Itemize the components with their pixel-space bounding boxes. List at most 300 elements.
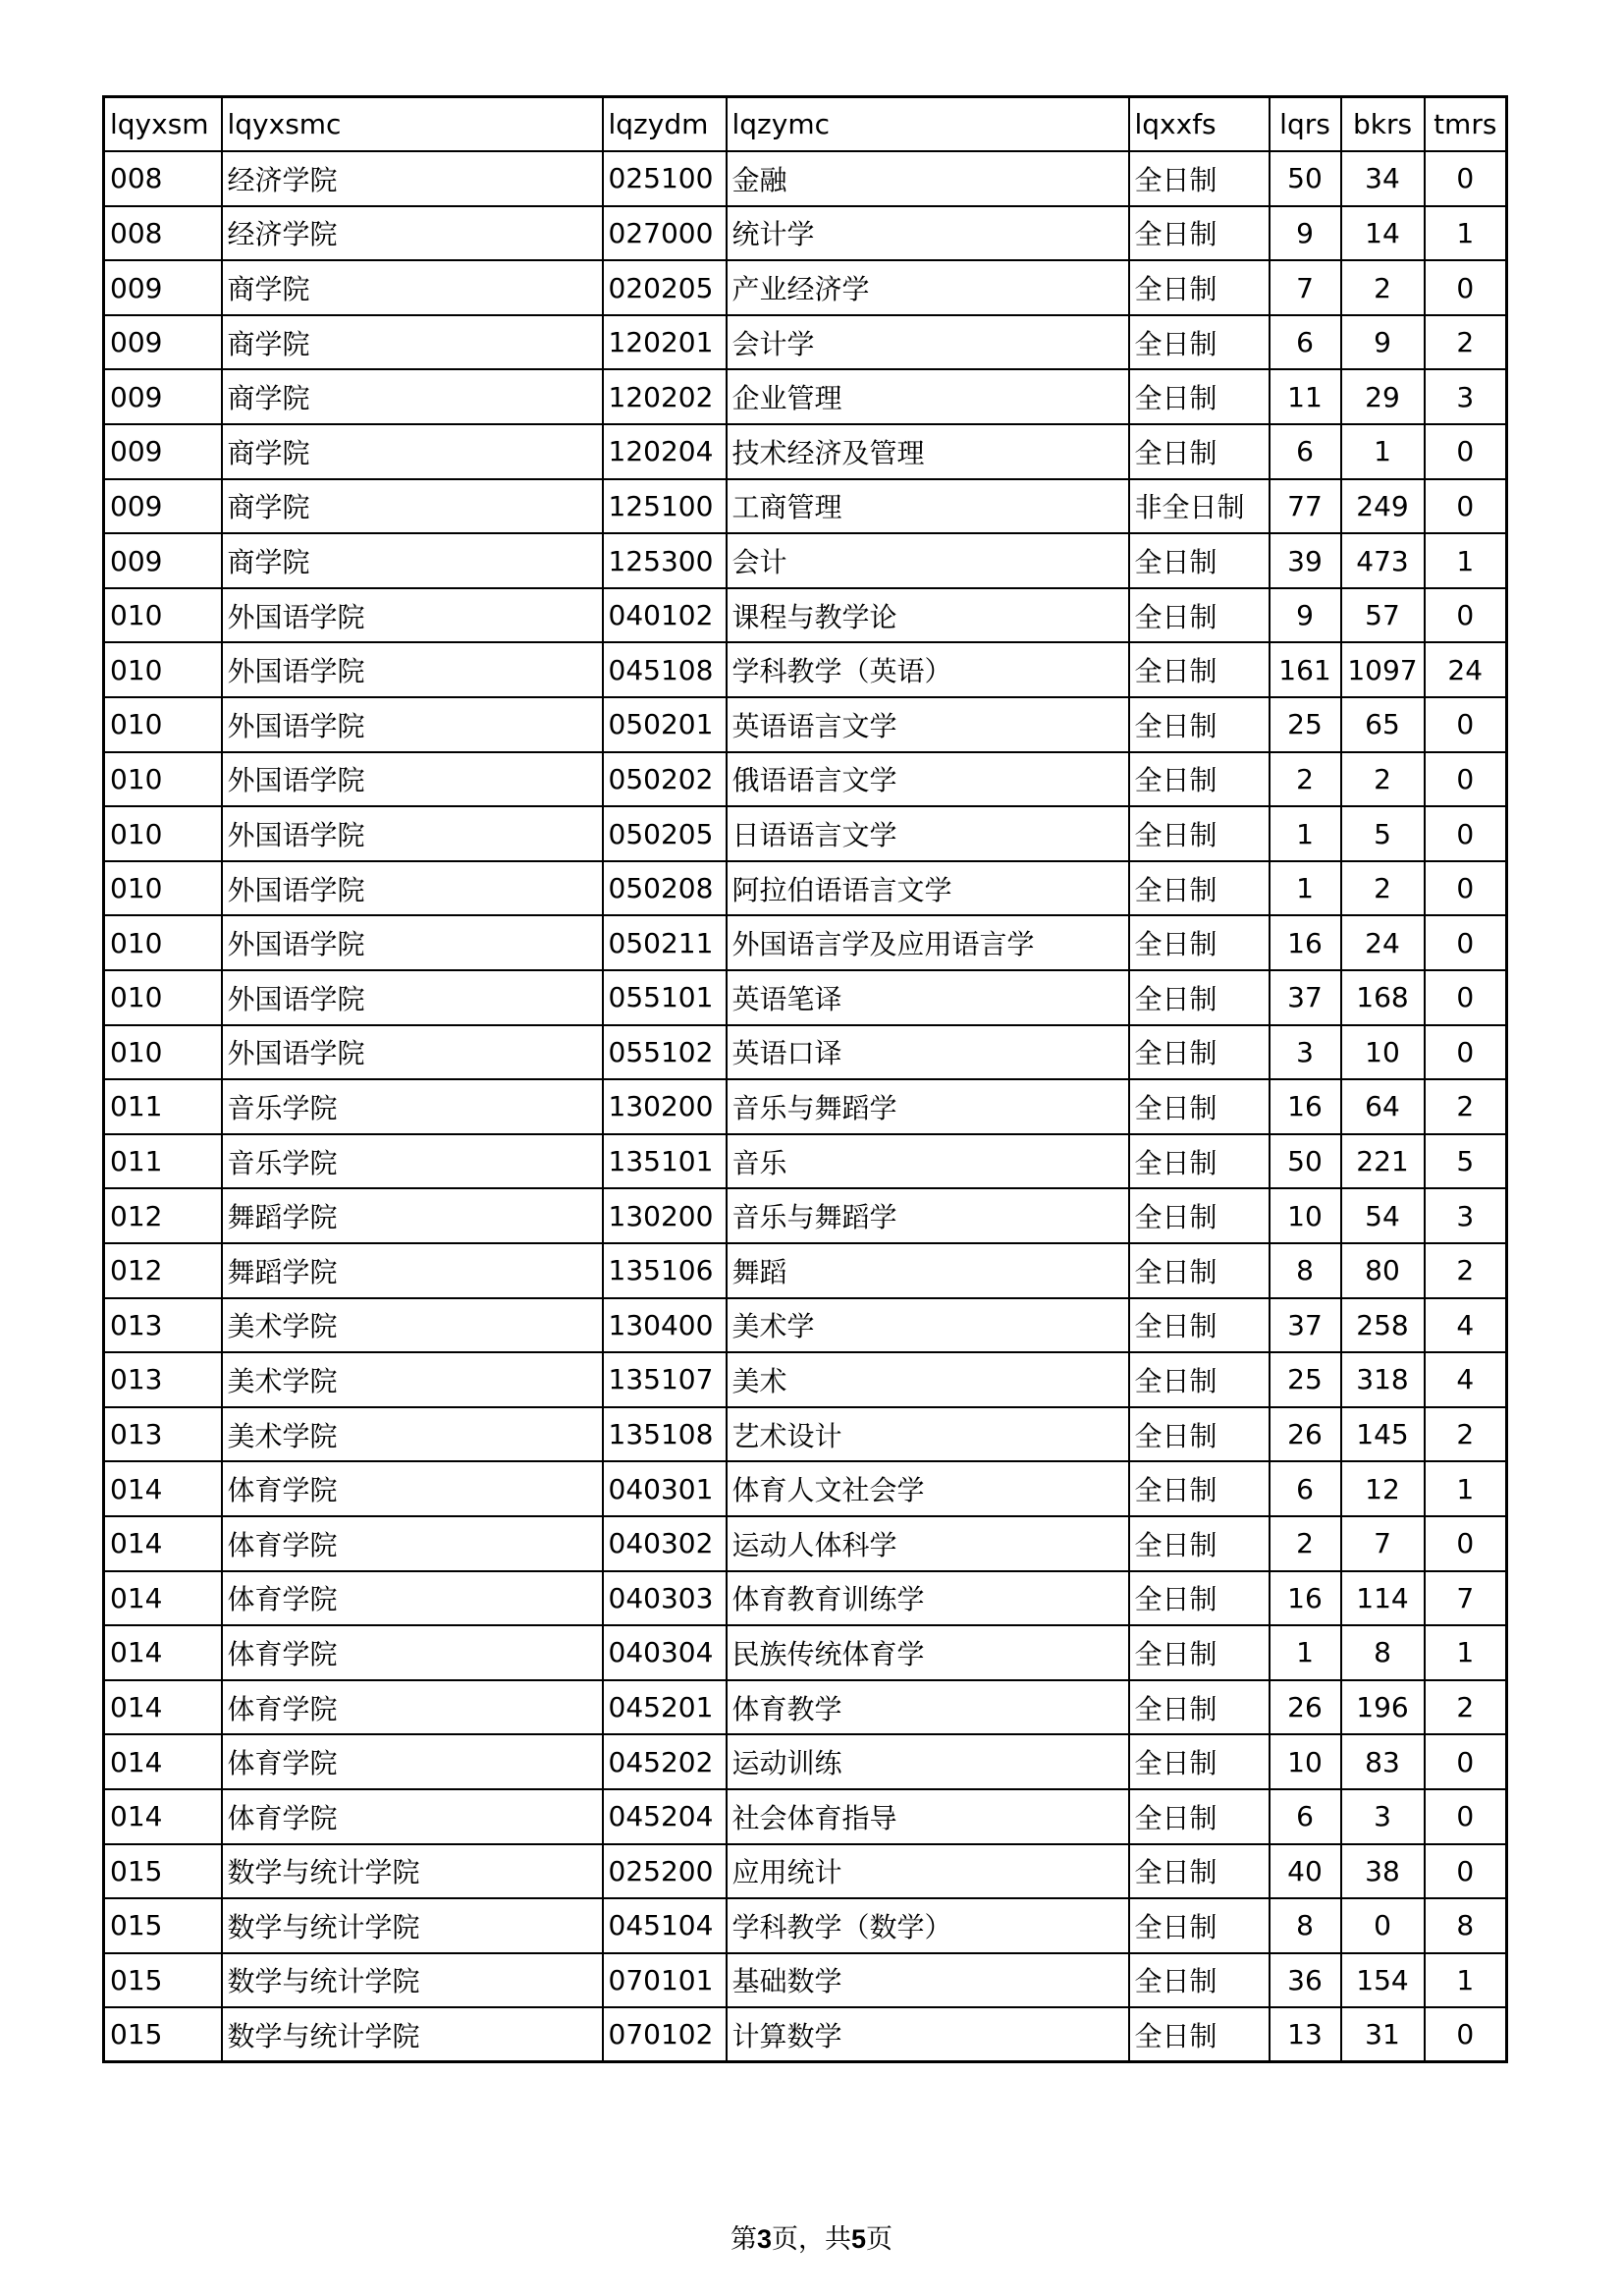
cell-lqzydm: 020205 bbox=[603, 260, 727, 315]
cell-lqzymc: 外国语言学及应用语言学 bbox=[727, 915, 1129, 970]
cell-lqrs: 6 bbox=[1270, 424, 1341, 479]
table-row bbox=[104, 1298, 1507, 1353]
cell-lqrs: 9 bbox=[1270, 206, 1341, 261]
cell-lqzymc: 学科教学（数学） bbox=[727, 1898, 1129, 1953]
cell-tmrs: 0 bbox=[1425, 424, 1507, 479]
table-row bbox=[104, 970, 1507, 1025]
cell-lqzymc: 学科教学（英语） bbox=[727, 642, 1129, 697]
cell-lqzydm: 070102 bbox=[603, 2007, 727, 2062]
cell-lqrs: 7 bbox=[1270, 260, 1341, 315]
table-row bbox=[104, 1789, 1507, 1844]
cell-tmrs: 0 bbox=[1425, 1734, 1507, 1789]
table-row bbox=[104, 315, 1507, 370]
cell-lqzydm: 050205 bbox=[603, 806, 727, 861]
cell-lqzymc: 应用统计 bbox=[727, 1844, 1129, 1899]
cell-lqrs: 10 bbox=[1270, 1188, 1341, 1243]
cell-lqyxsmc: 音乐学院 bbox=[222, 1079, 603, 1134]
table-row bbox=[104, 1625, 1507, 1680]
cell-lqzymc: 音乐与舞蹈学 bbox=[727, 1079, 1129, 1134]
cell-lqyxsmc: 商学院 bbox=[222, 369, 603, 424]
cell-lqrs: 6 bbox=[1270, 1789, 1341, 1844]
cell-tmrs: 0 bbox=[1425, 479, 1507, 534]
cell-lqzymc: 英语笔译 bbox=[727, 970, 1129, 1025]
cell-lqzymc: 美术学 bbox=[727, 1298, 1129, 1353]
cell-lqxxfs: 全日制 bbox=[1129, 2007, 1270, 2062]
cell-lqrs: 37 bbox=[1270, 970, 1341, 1025]
cell-lqyxsmc: 体育学院 bbox=[222, 1571, 603, 1626]
cell-lqzymc: 美术 bbox=[727, 1352, 1129, 1407]
cell-lqyxsm: 009 bbox=[104, 315, 222, 370]
cell-bkrs: 10 bbox=[1341, 1025, 1425, 1080]
cell-bkrs: 154 bbox=[1341, 1953, 1425, 2008]
cell-lqrs: 50 bbox=[1270, 151, 1341, 206]
cell-lqzydm: 130400 bbox=[603, 1298, 727, 1353]
cell-lqxxfs: 全日制 bbox=[1129, 642, 1270, 697]
cell-lqyxsmc: 外国语学院 bbox=[222, 861, 603, 916]
cell-lqyxsm: 012 bbox=[104, 1243, 222, 1298]
cell-lqzydm: 040302 bbox=[603, 1516, 727, 1571]
cell-lqrs: 1 bbox=[1270, 1625, 1341, 1680]
cell-lqyxsm: 013 bbox=[104, 1407, 222, 1462]
table-header-row bbox=[104, 97, 1507, 152]
cell-lqrs: 39 bbox=[1270, 533, 1341, 588]
cell-bkrs: 12 bbox=[1341, 1461, 1425, 1516]
cell-lqxxfs: 全日制 bbox=[1129, 1844, 1270, 1899]
table-row bbox=[104, 2007, 1507, 2062]
cell-lqyxsmc: 商学院 bbox=[222, 533, 603, 588]
table-row bbox=[104, 533, 1507, 588]
cell-tmrs: 0 bbox=[1425, 970, 1507, 1025]
cell-lqyxsm: 009 bbox=[104, 479, 222, 534]
cell-lqrs: 16 bbox=[1270, 1079, 1341, 1134]
cell-lqyxsmc: 美术学院 bbox=[222, 1407, 603, 1462]
cell-tmrs: 4 bbox=[1425, 1298, 1507, 1353]
cell-lqzydm: 135107 bbox=[603, 1352, 727, 1407]
cell-lqyxsm: 014 bbox=[104, 1516, 222, 1571]
cell-lqyxsm: 010 bbox=[104, 970, 222, 1025]
cell-lqyxsm: 014 bbox=[104, 1680, 222, 1735]
cell-lqyxsm: 010 bbox=[104, 1025, 222, 1080]
cell-lqrs: 16 bbox=[1270, 1571, 1341, 1626]
cell-bkrs: 2 bbox=[1341, 752, 1425, 807]
cell-lqzydm: 130200 bbox=[603, 1079, 727, 1134]
cell-lqyxsm: 011 bbox=[104, 1134, 222, 1189]
cell-bkrs: 8 bbox=[1341, 1625, 1425, 1680]
cell-lqyxsmc: 外国语学院 bbox=[222, 970, 603, 1025]
cell-bkrs: 318 bbox=[1341, 1352, 1425, 1407]
cell-lqzymc: 金融 bbox=[727, 151, 1129, 206]
cell-lqyxsmc: 外国语学院 bbox=[222, 806, 603, 861]
cell-lqrs: 40 bbox=[1270, 1844, 1341, 1899]
cell-lqyxsm: 010 bbox=[104, 915, 222, 970]
cell-lqyxsmc: 商学院 bbox=[222, 424, 603, 479]
cell-lqzydm: 045108 bbox=[603, 642, 727, 697]
cell-lqrs: 3 bbox=[1270, 1025, 1341, 1080]
cell-tmrs: 0 bbox=[1425, 752, 1507, 807]
cell-lqzymc: 技术经济及管理 bbox=[727, 424, 1129, 479]
cell-lqyxsmc: 体育学院 bbox=[222, 1461, 603, 1516]
cell-lqyxsmc: 数学与统计学院 bbox=[222, 1898, 603, 1953]
cell-lqxxfs: 全日制 bbox=[1129, 861, 1270, 916]
cell-lqxxfs: 全日制 bbox=[1129, 1188, 1270, 1243]
table-row bbox=[104, 915, 1507, 970]
col-header-lqyxsmc: lqyxsmc bbox=[222, 97, 603, 152]
table-row bbox=[104, 1407, 1507, 1462]
cell-lqyxsm: 010 bbox=[104, 642, 222, 697]
cell-lqyxsmc: 外国语学院 bbox=[222, 697, 603, 752]
cell-lqyxsm: 010 bbox=[104, 588, 222, 643]
footer-middle: 页，共 bbox=[772, 2224, 851, 2255]
cell-lqyxsm: 015 bbox=[104, 2007, 222, 2062]
cell-lqxxfs: 全日制 bbox=[1129, 1953, 1270, 2008]
cell-lqxxfs: 全日制 bbox=[1129, 1079, 1270, 1134]
cell-lqrs: 16 bbox=[1270, 915, 1341, 970]
cell-lqrs: 6 bbox=[1270, 315, 1341, 370]
table-row bbox=[104, 1844, 1507, 1899]
cell-lqrs: 2 bbox=[1270, 1516, 1341, 1571]
cell-lqzydm: 135108 bbox=[603, 1407, 727, 1462]
cell-lqzymc: 音乐与舞蹈学 bbox=[727, 1188, 1129, 1243]
col-header-lqrs: lqrs bbox=[1270, 97, 1341, 152]
cell-bkrs: 9 bbox=[1341, 315, 1425, 370]
table-row bbox=[104, 1079, 1507, 1134]
cell-tmrs: 4 bbox=[1425, 1352, 1507, 1407]
col-header-lqxxfs: lqxxfs bbox=[1129, 97, 1270, 152]
cell-lqyxsm: 014 bbox=[104, 1461, 222, 1516]
cell-lqxxfs: 全日制 bbox=[1129, 752, 1270, 807]
cell-lqrs: 1 bbox=[1270, 806, 1341, 861]
cell-lqrs: 9 bbox=[1270, 588, 1341, 643]
cell-bkrs: 114 bbox=[1341, 1571, 1425, 1626]
cell-bkrs: 145 bbox=[1341, 1407, 1425, 1462]
col-header-lqzymc: lqzymc bbox=[727, 97, 1129, 152]
cell-tmrs: 2 bbox=[1425, 315, 1507, 370]
cell-lqzydm: 040301 bbox=[603, 1461, 727, 1516]
cell-lqxxfs: 全日制 bbox=[1129, 260, 1270, 315]
cell-lqxxfs: 全日制 bbox=[1129, 1461, 1270, 1516]
cell-lqyxsmc: 体育学院 bbox=[222, 1516, 603, 1571]
cell-bkrs: 14 bbox=[1341, 206, 1425, 261]
cell-lqzymc: 体育教育训练学 bbox=[727, 1571, 1129, 1626]
cell-lqrs: 77 bbox=[1270, 479, 1341, 534]
cell-tmrs: 0 bbox=[1425, 1516, 1507, 1571]
table-row bbox=[104, 1516, 1507, 1571]
cell-lqzymc: 体育人文社会学 bbox=[727, 1461, 1129, 1516]
cell-lqzydm: 135101 bbox=[603, 1134, 727, 1189]
cell-lqxxfs: 全日制 bbox=[1129, 1243, 1270, 1298]
cell-bkrs: 34 bbox=[1341, 151, 1425, 206]
cell-bkrs: 2 bbox=[1341, 260, 1425, 315]
cell-tmrs: 3 bbox=[1425, 369, 1507, 424]
col-header-bkrs: bkrs bbox=[1341, 97, 1425, 152]
cell-tmrs: 0 bbox=[1425, 1789, 1507, 1844]
cell-tmrs: 0 bbox=[1425, 915, 1507, 970]
cell-lqzydm: 040102 bbox=[603, 588, 727, 643]
cell-lqyxsmc: 商学院 bbox=[222, 479, 603, 534]
cell-lqzydm: 125100 bbox=[603, 479, 727, 534]
cell-tmrs: 1 bbox=[1425, 1953, 1507, 2008]
cell-tmrs: 24 bbox=[1425, 642, 1507, 697]
cell-lqzydm: 050211 bbox=[603, 915, 727, 970]
cell-lqyxsmc: 经济学院 bbox=[222, 151, 603, 206]
cell-lqrs: 37 bbox=[1270, 1298, 1341, 1353]
cell-lqzydm: 027000 bbox=[603, 206, 727, 261]
cell-tmrs: 0 bbox=[1425, 1025, 1507, 1080]
cell-lqrs: 2 bbox=[1270, 752, 1341, 807]
footer-prefix: 第 bbox=[730, 2224, 757, 2255]
cell-lqzydm: 050202 bbox=[603, 752, 727, 807]
cell-lqyxsmc: 体育学院 bbox=[222, 1680, 603, 1735]
cell-tmrs: 2 bbox=[1425, 1407, 1507, 1462]
cell-lqzydm: 050201 bbox=[603, 697, 727, 752]
cell-lqxxfs: 全日制 bbox=[1129, 970, 1270, 1025]
cell-lqxxfs: 全日制 bbox=[1129, 1134, 1270, 1189]
cell-lqyxsm: 010 bbox=[104, 697, 222, 752]
table-row bbox=[104, 1025, 1507, 1080]
cell-lqzydm: 050208 bbox=[603, 861, 727, 916]
cell-lqyxsmc: 外国语学院 bbox=[222, 752, 603, 807]
table-row bbox=[104, 588, 1507, 643]
cell-lqyxsmc: 体育学院 bbox=[222, 1625, 603, 1680]
cell-lqyxsm: 011 bbox=[104, 1079, 222, 1134]
cell-lqrs: 161 bbox=[1270, 642, 1341, 697]
cell-lqrs: 6 bbox=[1270, 1461, 1341, 1516]
cell-bkrs: 29 bbox=[1341, 369, 1425, 424]
table-row bbox=[104, 752, 1507, 807]
cell-lqzymc: 运动训练 bbox=[727, 1734, 1129, 1789]
cell-lqyxsmc: 舞蹈学院 bbox=[222, 1243, 603, 1298]
cell-tmrs: 0 bbox=[1425, 151, 1507, 206]
cell-lqxxfs: 全日制 bbox=[1129, 1571, 1270, 1626]
cell-lqyxsm: 015 bbox=[104, 1898, 222, 1953]
cell-lqrs: 8 bbox=[1270, 1243, 1341, 1298]
page-footer bbox=[0, 2217, 1623, 2256]
cell-lqyxsm: 013 bbox=[104, 1298, 222, 1353]
cell-lqxxfs: 全日制 bbox=[1129, 1407, 1270, 1462]
cell-lqzymc: 会计 bbox=[727, 533, 1129, 588]
cell-lqxxfs: 全日制 bbox=[1129, 1352, 1270, 1407]
cell-tmrs: 1 bbox=[1425, 1461, 1507, 1516]
cell-lqyxsm: 012 bbox=[104, 1188, 222, 1243]
cell-lqzymc: 艺术设计 bbox=[727, 1407, 1129, 1462]
cell-bkrs: 38 bbox=[1341, 1844, 1425, 1899]
cell-lqyxsm: 010 bbox=[104, 752, 222, 807]
cell-tmrs: 0 bbox=[1425, 588, 1507, 643]
cell-lqxxfs: 全日制 bbox=[1129, 533, 1270, 588]
cell-bkrs: 7 bbox=[1341, 1516, 1425, 1571]
cell-lqzymc: 体育教学 bbox=[727, 1680, 1129, 1735]
cell-lqyxsm: 008 bbox=[104, 206, 222, 261]
cell-lqzydm: 125300 bbox=[603, 533, 727, 588]
cell-tmrs: 2 bbox=[1425, 1243, 1507, 1298]
cell-bkrs: 249 bbox=[1341, 479, 1425, 534]
cell-lqyxsm: 010 bbox=[104, 806, 222, 861]
cell-lqrs: 25 bbox=[1270, 697, 1341, 752]
cell-lqxxfs: 全日制 bbox=[1129, 315, 1270, 370]
admissions-table bbox=[102, 95, 1508, 2063]
table-row bbox=[104, 1680, 1507, 1735]
col-header-lqyxsm: lqyxsm bbox=[104, 97, 222, 152]
cell-lqyxsm: 009 bbox=[104, 369, 222, 424]
cell-lqyxsmc: 经济学院 bbox=[222, 206, 603, 261]
cell-lqxxfs: 全日制 bbox=[1129, 1025, 1270, 1080]
cell-lqzydm: 070101 bbox=[603, 1953, 727, 2008]
cell-lqyxsmc: 体育学院 bbox=[222, 1789, 603, 1844]
cell-lqyxsm: 014 bbox=[104, 1625, 222, 1680]
cell-lqzymc: 会计学 bbox=[727, 315, 1129, 370]
cell-bkrs: 64 bbox=[1341, 1079, 1425, 1134]
cell-lqxxfs: 全日制 bbox=[1129, 806, 1270, 861]
cell-lqxxfs: 全日制 bbox=[1129, 1298, 1270, 1353]
cell-lqzymc: 民族传统体育学 bbox=[727, 1625, 1129, 1680]
table-row bbox=[104, 642, 1507, 697]
cell-lqzymc: 产业经济学 bbox=[727, 260, 1129, 315]
cell-bkrs: 57 bbox=[1341, 588, 1425, 643]
cell-lqyxsmc: 外国语学院 bbox=[222, 588, 603, 643]
cell-lqxxfs: 全日制 bbox=[1129, 369, 1270, 424]
cell-lqxxfs: 全日制 bbox=[1129, 1680, 1270, 1735]
table-row bbox=[104, 1352, 1507, 1407]
cell-bkrs: 1 bbox=[1341, 424, 1425, 479]
cell-lqzymc: 统计学 bbox=[727, 206, 1129, 261]
cell-tmrs: 1 bbox=[1425, 1625, 1507, 1680]
table-row bbox=[104, 151, 1507, 206]
cell-lqyxsmc: 美术学院 bbox=[222, 1298, 603, 1353]
cell-lqrs: 1 bbox=[1270, 861, 1341, 916]
cell-lqzydm: 135106 bbox=[603, 1243, 727, 1298]
cell-bkrs: 258 bbox=[1341, 1298, 1425, 1353]
cell-lqzydm: 120204 bbox=[603, 424, 727, 479]
cell-lqyxsmc: 商学院 bbox=[222, 315, 603, 370]
cell-lqyxsmc: 外国语学院 bbox=[222, 1025, 603, 1080]
cell-tmrs: 3 bbox=[1425, 1188, 1507, 1243]
cell-lqzydm: 120202 bbox=[603, 369, 727, 424]
cell-bkrs: 2 bbox=[1341, 861, 1425, 916]
cell-lqzymc: 俄语语言文学 bbox=[727, 752, 1129, 807]
cell-lqrs: 13 bbox=[1270, 2007, 1341, 2062]
cell-tmrs: 8 bbox=[1425, 1898, 1507, 1953]
cell-lqxxfs: 全日制 bbox=[1129, 915, 1270, 970]
cell-lqzydm: 130200 bbox=[603, 1188, 727, 1243]
cell-lqzymc: 企业管理 bbox=[727, 369, 1129, 424]
cell-lqxxfs: 全日制 bbox=[1129, 151, 1270, 206]
table-row bbox=[104, 1734, 1507, 1789]
cell-bkrs: 31 bbox=[1341, 2007, 1425, 2062]
cell-tmrs: 0 bbox=[1425, 260, 1507, 315]
cell-lqrs: 26 bbox=[1270, 1407, 1341, 1462]
cell-lqyxsmc: 音乐学院 bbox=[222, 1134, 603, 1189]
table-row bbox=[104, 1134, 1507, 1189]
cell-bkrs: 80 bbox=[1341, 1243, 1425, 1298]
cell-lqxxfs: 全日制 bbox=[1129, 1516, 1270, 1571]
cell-lqrs: 50 bbox=[1270, 1134, 1341, 1189]
cell-bkrs: 5 bbox=[1341, 806, 1425, 861]
cell-lqzydm: 055102 bbox=[603, 1025, 727, 1080]
table-row bbox=[104, 424, 1507, 479]
cell-lqzydm: 025200 bbox=[603, 1844, 727, 1899]
cell-tmrs: 1 bbox=[1425, 533, 1507, 588]
cell-lqzymc: 舞蹈 bbox=[727, 1243, 1129, 1298]
cell-tmrs: 0 bbox=[1425, 806, 1507, 861]
table-row bbox=[104, 806, 1507, 861]
table-row bbox=[104, 697, 1507, 752]
cell-lqzymc: 运动人体科学 bbox=[727, 1516, 1129, 1571]
cell-lqyxsmc: 商学院 bbox=[222, 260, 603, 315]
cell-lqyxsmc: 外国语学院 bbox=[222, 915, 603, 970]
cell-lqzydm: 045202 bbox=[603, 1734, 727, 1789]
table-row bbox=[104, 1571, 1507, 1626]
cell-lqzydm: 045201 bbox=[603, 1680, 727, 1735]
table-row bbox=[104, 369, 1507, 424]
cell-lqxxfs: 全日制 bbox=[1129, 424, 1270, 479]
table-container bbox=[102, 95, 1505, 2063]
cell-lqzymc: 计算数学 bbox=[727, 2007, 1129, 2062]
cell-lqzymc: 英语口译 bbox=[727, 1025, 1129, 1080]
col-header-tmrs: tmrs bbox=[1425, 97, 1507, 152]
cell-lqzymc: 基础数学 bbox=[727, 1953, 1129, 2008]
table-row bbox=[104, 1188, 1507, 1243]
cell-bkrs: 65 bbox=[1341, 697, 1425, 752]
cell-lqyxsmc: 舞蹈学院 bbox=[222, 1188, 603, 1243]
cell-lqxxfs: 全日制 bbox=[1129, 206, 1270, 261]
cell-lqrs: 25 bbox=[1270, 1352, 1341, 1407]
cell-tmrs: 0 bbox=[1425, 2007, 1507, 2062]
cell-lqzydm: 040303 bbox=[603, 1571, 727, 1626]
cell-lqyxsm: 009 bbox=[104, 533, 222, 588]
cell-lqrs: 8 bbox=[1270, 1898, 1341, 1953]
cell-lqzymc: 工商管理 bbox=[727, 479, 1129, 534]
table-row bbox=[104, 1898, 1507, 1953]
cell-lqxxfs: 全日制 bbox=[1129, 1734, 1270, 1789]
cell-lqyxsm: 015 bbox=[104, 1844, 222, 1899]
cell-lqzydm: 025100 bbox=[603, 151, 727, 206]
cell-lqzydm: 120201 bbox=[603, 315, 727, 370]
cell-lqyxsm: 009 bbox=[104, 424, 222, 479]
cell-lqyxsmc: 外国语学院 bbox=[222, 642, 603, 697]
cell-bkrs: 0 bbox=[1341, 1898, 1425, 1953]
table-row bbox=[104, 861, 1507, 916]
cell-tmrs: 5 bbox=[1425, 1134, 1507, 1189]
cell-bkrs: 1097 bbox=[1341, 642, 1425, 697]
cell-bkrs: 24 bbox=[1341, 915, 1425, 970]
cell-lqzymc: 阿拉伯语语言文学 bbox=[727, 861, 1129, 916]
cell-lqxxfs: 全日制 bbox=[1129, 588, 1270, 643]
cell-bkrs: 83 bbox=[1341, 1734, 1425, 1789]
cell-bkrs: 473 bbox=[1341, 533, 1425, 588]
cell-bkrs: 196 bbox=[1341, 1680, 1425, 1735]
cell-lqzymc: 日语语言文学 bbox=[727, 806, 1129, 861]
cell-lqxxfs: 全日制 bbox=[1129, 1898, 1270, 1953]
cell-lqyxsm: 015 bbox=[104, 1953, 222, 2008]
cell-bkrs: 168 bbox=[1341, 970, 1425, 1025]
cell-lqzymc: 英语语言文学 bbox=[727, 697, 1129, 752]
table-row bbox=[104, 206, 1507, 261]
cell-lqxxfs: 全日制 bbox=[1129, 1625, 1270, 1680]
cell-tmrs: 7 bbox=[1425, 1571, 1507, 1626]
cell-lqyxsmc: 体育学院 bbox=[222, 1734, 603, 1789]
cell-lqzydm: 055101 bbox=[603, 970, 727, 1025]
table-row bbox=[104, 260, 1507, 315]
cell-lqyxsm: 014 bbox=[104, 1734, 222, 1789]
table-row bbox=[104, 479, 1507, 534]
table-row bbox=[104, 1243, 1507, 1298]
cell-lqrs: 26 bbox=[1270, 1680, 1341, 1735]
cell-tmrs: 0 bbox=[1425, 1844, 1507, 1899]
table-body bbox=[104, 151, 1507, 2062]
current-page-number: 3 bbox=[756, 2224, 772, 2254]
cell-tmrs: 2 bbox=[1425, 1079, 1507, 1134]
cell-tmrs: 1 bbox=[1425, 206, 1507, 261]
